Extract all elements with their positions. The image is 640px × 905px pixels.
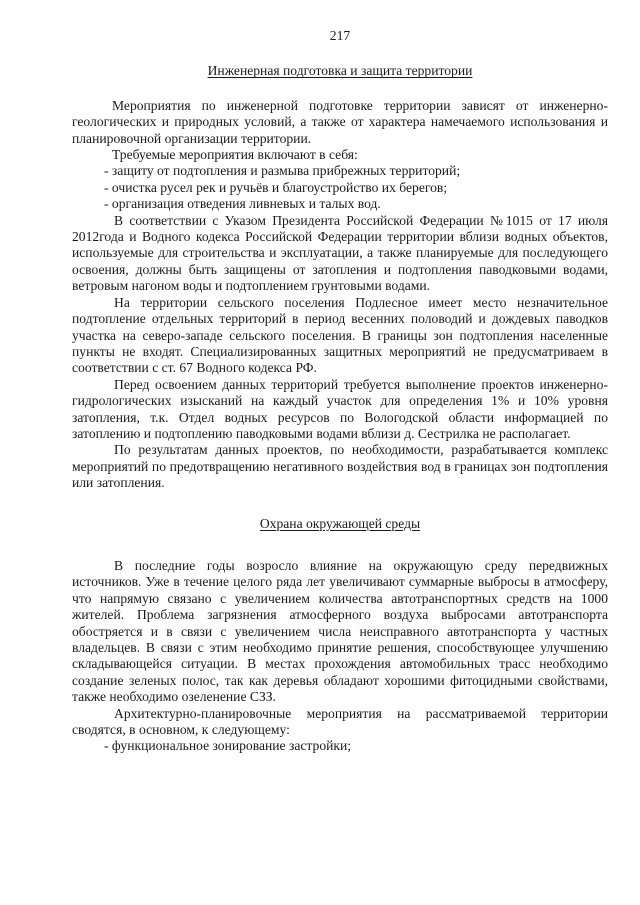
paragraph-pollution: В последние годы возросло влияние на окружающую среду передвижных источников. Уже в течение целого ряда лет увеличивают суммарные выбросы в атмосферу, что напрямую связано с увеличением количества автотранспортных средств на 1000 жителей. Проблема загрязнения атмосферного воздуха выбросами автотранспорта обостряется и в связи с увеличением числа неисправного автотранспорта у частных владельцев. В связи с этим необходимо принятие решения, способствующее улучшению складывающейся ситуации. В местах прохождения автомобильных трасс необходимо создание зеленых полос, так как деревья обладают хорошими фитоцидными свойствами, также необходимо озеленение СЗЗ. (72, 557, 608, 705)
paragraph-intro: Мероприятия по инженерной подготовке территории зависят от инженерно-геологических и природных условий, а также от характера намечаемого использования и планировочной организации территории. (72, 97, 608, 146)
list-intro: Требуемые мероприятия включают в себя: (112, 147, 358, 163)
section-title-environment (72, 516, 608, 532)
list-item: - функциональное зонирование застройки; (104, 738, 352, 754)
list-item: - защиту от подтопления и размыва прибрежных территорий; (104, 163, 461, 179)
document-page (72, 28, 608, 755)
paragraph-surveys: Перед освоением данных территорий требуется выполнение проектов инженерно-гидрологических изысканий на каждый участок для определения 1% и 10% уровня затопления, т.к. Отдел водных ресурсов по Вологодской области информацией по затоплению и подтоплению паводковыми водами вблизи д. Сестрилка не располагает. (72, 376, 608, 441)
paragraph-planning: Архитектурно-планировочные мероприятия на рассматриваемой территории сводятся, в основном, к следующему: (72, 705, 608, 738)
paragraph-decree: В соответствии с Указом Президента Российской Федерации №1015 от 17 июля 2012года и Водного кодекса Российской Федерации территории вблизи водных объектов, используемые для строительства и эксплуатации, а также планируемые для последующего освоения, должны быть защищены от затопления и подтопления паводковыми водами, ветровым нагоном воды и подтоплением грунтовыми водами. (72, 212, 608, 294)
section-title-environment-text: Охрана окружающей среды (259, 515, 421, 531)
page-number: 217 (329, 28, 351, 43)
list-item: - очистка русел рек и ручьёв и благоустройство их берегов; (104, 179, 448, 195)
section-title-engineering-text: Инженерная подготовка и защита территории (207, 63, 473, 79)
paragraph-flooding: На территории сельского поселения Подлесное имеет место незначительное подтопление отдельных территорий в период весенних половодий и дождевых паводков участка на северо-западе сельского поселения. В границы зон подтопления населенные пункты не входят. Специализированных защитных мероприятий не предусматриваем в соответствии с ст. 67 Водного кодекса РФ. (72, 294, 608, 376)
section-title-engineering (72, 63, 608, 79)
paragraph-measures: По результатам данных проектов, по необходимости, разрабатывается комплекс мероприятий по предотвращению негативного воздействия вод в границах зон подтопления или затопления. (72, 442, 608, 491)
list-item: - организация отведения ливневых и талых вод. (104, 196, 381, 212)
